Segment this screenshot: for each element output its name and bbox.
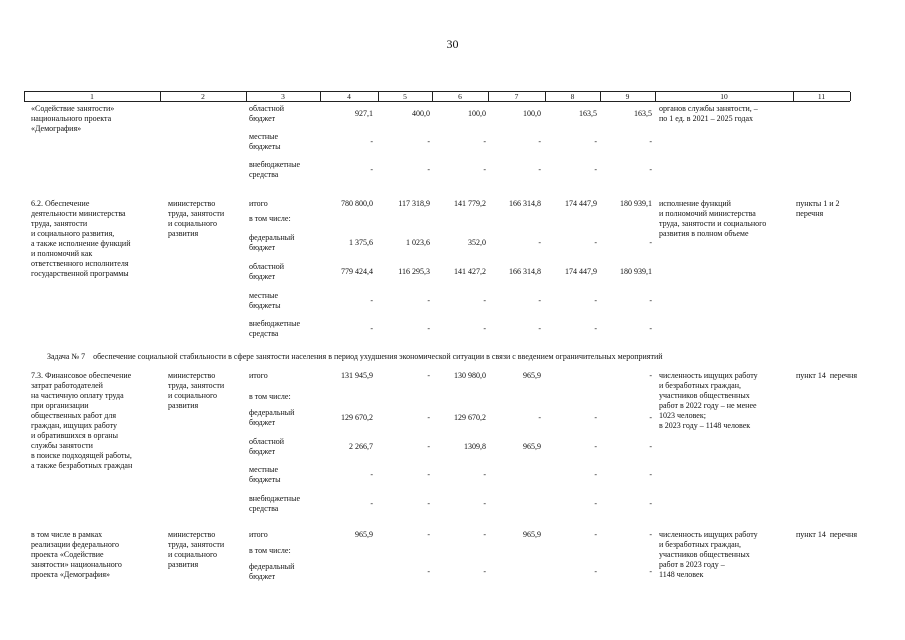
funding-value: - xyxy=(538,413,541,422)
funding-value: - xyxy=(427,296,430,305)
expected-result: численность ищущих работу и безработных граждан, участников общественных работ в 2022 году – не менее 1023 человек; в 2023 году – 1148 человек xyxy=(659,371,758,430)
funding-value: - xyxy=(427,499,430,508)
funding-value: 1309,8 xyxy=(464,442,486,451)
funding-value: 780 800,0 xyxy=(341,199,373,208)
funding-value: 166 314,8 xyxy=(509,267,541,276)
column-header-1: 1 xyxy=(90,92,94,101)
column-header-3: 3 xyxy=(281,92,285,101)
list-reference: пункт 14 перечня xyxy=(796,530,858,539)
funding-value: - xyxy=(483,165,486,174)
funding-value: - xyxy=(649,324,652,333)
funding-value: - xyxy=(427,442,430,451)
funding-value: - xyxy=(427,530,430,539)
funding-value: - xyxy=(483,567,486,576)
funding-value: 1 375,6 xyxy=(349,238,373,247)
funding-value: - xyxy=(483,137,486,146)
funding-value: 130 980,0 xyxy=(454,371,486,380)
activity-name: в том числе в рамках реализации федерального проекта «Содействие занятости» национального проекта «Демография» xyxy=(31,530,122,579)
funding-value: - xyxy=(370,470,373,479)
funding-value: - xyxy=(649,238,652,247)
funding-value: 163,5 xyxy=(634,109,652,118)
funding-value: - xyxy=(370,296,373,305)
funding-value: 965,9 xyxy=(523,371,541,380)
funding-value: 965,9 xyxy=(355,530,373,539)
column-header-5: 5 xyxy=(403,92,407,101)
funding-source-label: федеральный бюджет xyxy=(249,408,295,427)
funding-value: - xyxy=(594,137,597,146)
funding-value: - xyxy=(594,296,597,305)
funding-source-label: областной бюджет xyxy=(249,437,285,456)
header-divider xyxy=(793,92,794,101)
column-header-7: 7 xyxy=(514,92,519,101)
funding-value: - xyxy=(370,324,373,333)
funding-source-label: областной бюджет xyxy=(249,262,285,281)
expected-result: исполнение функций и полномочий министерства труда, занятости и социального развития в полном объеме xyxy=(659,199,767,238)
funding-source-label: внебюджетные средства xyxy=(249,494,300,513)
responsible-executor: министерство труда, занятости и социального развития xyxy=(168,371,225,410)
funding-value: - xyxy=(649,442,652,451)
header-divider xyxy=(488,92,489,101)
funding-source-label: в том числе: xyxy=(249,392,291,401)
funding-value: - xyxy=(594,238,597,247)
funding-value: - xyxy=(538,296,541,305)
funding-value: - xyxy=(649,530,652,539)
expected-result: численность ищущих работу и безработных граждан, участников общественных работ в 2023 году – 1148 человек xyxy=(659,530,758,579)
funding-value: 180 939,1 xyxy=(620,267,652,276)
funding-value: 100,0 xyxy=(523,109,541,118)
header-divider xyxy=(320,92,321,101)
funding-value: 2 266,7 xyxy=(349,442,373,451)
expected-result: органов службы занятости, – по 1 ед. в 2021 – 2025 годах xyxy=(659,104,758,123)
funding-value: - xyxy=(649,371,652,380)
column-header-8: 8 xyxy=(570,92,575,101)
funding-value: - xyxy=(594,530,597,539)
page-number: 30 xyxy=(446,37,459,51)
funding-value: 166 314,8 xyxy=(509,199,541,208)
funding-value: - xyxy=(538,165,541,174)
funding-value: 174 447,9 xyxy=(565,267,597,276)
list-reference: пункт 14 перечня xyxy=(796,371,858,380)
header-divider xyxy=(246,92,247,101)
header-bottom-rule xyxy=(24,101,850,102)
funding-value: - xyxy=(649,413,652,422)
header-divider xyxy=(545,92,546,101)
funding-source-label: внебюджетные средства xyxy=(249,160,300,179)
header-divider xyxy=(600,92,601,101)
funding-value: - xyxy=(538,324,541,333)
funding-value: - xyxy=(594,470,597,479)
funding-value: - xyxy=(649,165,652,174)
column-header-11: 11 xyxy=(817,92,826,101)
funding-value: 131 945,9 xyxy=(341,371,373,380)
funding-value: - xyxy=(370,137,373,146)
funding-value: - xyxy=(370,165,373,174)
header-divider xyxy=(432,92,433,101)
funding-source-label: местные бюджеты xyxy=(249,132,281,151)
column-header-10: 10 xyxy=(720,92,728,101)
funding-value: 174 447,9 xyxy=(565,199,597,208)
funding-value: - xyxy=(538,137,541,146)
funding-value: - xyxy=(483,324,486,333)
funding-source-label: местные бюджеты xyxy=(249,465,281,484)
funding-value: - xyxy=(649,499,652,508)
funding-value: - xyxy=(594,442,597,451)
funding-source-label: областной бюджет xyxy=(249,104,285,123)
funding-value: - xyxy=(427,165,430,174)
funding-value: - xyxy=(483,530,486,539)
funding-value: 1 023,6 xyxy=(406,238,430,247)
funding-value: - xyxy=(594,165,597,174)
funding-source-label: в том числе: xyxy=(249,214,291,223)
list-reference: пункты 1 и 2 перечня xyxy=(796,199,840,218)
activity-name: 6.2. Обеспечение деятельности министерства труда, занятости и социального развития, а также исполнение функций и полномочий как ответственного исполнителя государственной программы xyxy=(31,199,131,278)
funding-value: - xyxy=(649,137,652,146)
funding-value: - xyxy=(483,296,486,305)
funding-value: - xyxy=(594,499,597,508)
funding-value: - xyxy=(427,413,430,422)
funding-value: - xyxy=(594,324,597,333)
task-heading: Задача № 7 обеспечение социальной стабильности в сфере занятости населения в период ухудшения экономической ситуации в связи с введением ограничительных мероприятий xyxy=(47,352,663,361)
funding-value: - xyxy=(483,470,486,479)
funding-value: 163,5 xyxy=(579,109,597,118)
funding-value: - xyxy=(649,470,652,479)
funding-value: - xyxy=(427,470,430,479)
funding-source-label: федеральный бюджет xyxy=(249,233,295,252)
funding-source-label: итого xyxy=(249,371,268,380)
funding-value: - xyxy=(427,371,430,380)
funding-value: 129 670,2 xyxy=(454,413,486,422)
funding-value: - xyxy=(594,567,597,576)
header-divider xyxy=(655,92,656,101)
funding-value: 965,9 xyxy=(523,530,541,539)
activity-name: «Содействие занятости» национального проекта «Демография» xyxy=(31,104,115,133)
column-header-6: 6 xyxy=(458,92,462,101)
funding-source-label: федеральный бюджет xyxy=(249,562,295,581)
header-divider xyxy=(378,92,379,101)
funding-value: - xyxy=(427,567,430,576)
header-divider xyxy=(160,92,161,101)
funding-value: - xyxy=(538,238,541,247)
funding-value: - xyxy=(649,296,652,305)
funding-value: 129 670,2 xyxy=(341,413,373,422)
funding-value: 400,0 xyxy=(412,109,430,118)
funding-value: 141 779,2 xyxy=(454,199,486,208)
funding-value: 779 424,4 xyxy=(341,267,373,276)
funding-source-label: местные бюджеты xyxy=(249,291,281,310)
funding-value: - xyxy=(427,324,430,333)
funding-value: - xyxy=(370,499,373,508)
funding-value: - xyxy=(649,567,652,576)
funding-source-label: итого xyxy=(249,530,268,539)
funding-value: 100,0 xyxy=(468,109,486,118)
column-header-9: 9 xyxy=(625,92,630,101)
funding-value: 116 295,3 xyxy=(398,267,430,276)
funding-source-label: итого xyxy=(249,199,268,208)
funding-value: - xyxy=(594,413,597,422)
activity-name: 7.3. Финансовое обеспечение затрат работодателей на частичную оплату труда при организации общественных работ для граждан, ищущих работу и обратившихся в органы службы занятости в поиске подходящей работы, а также безработных граждан xyxy=(31,371,133,470)
funding-value: 180 939,1 xyxy=(620,199,652,208)
header-border xyxy=(850,92,851,101)
column-header-2: 2 xyxy=(201,92,205,101)
funding-value: - xyxy=(427,137,430,146)
header-border xyxy=(24,92,25,101)
funding-value: 117 318,9 xyxy=(398,199,430,208)
funding-value: 965,9 xyxy=(523,442,541,451)
funding-value: 927,1 xyxy=(355,109,373,118)
responsible-executor: министерство труда, занятости и социального развития xyxy=(168,199,225,238)
funding-value: 141 427,2 xyxy=(454,267,486,276)
funding-source-label: внебюджетные средства xyxy=(249,319,300,338)
funding-value: - xyxy=(483,499,486,508)
funding-value: 352,0 xyxy=(468,238,486,247)
column-header-4: 4 xyxy=(347,92,351,101)
funding-source-label: в том числе: xyxy=(249,546,291,555)
responsible-executor: министерство труда, занятости и социального развития xyxy=(168,530,225,569)
